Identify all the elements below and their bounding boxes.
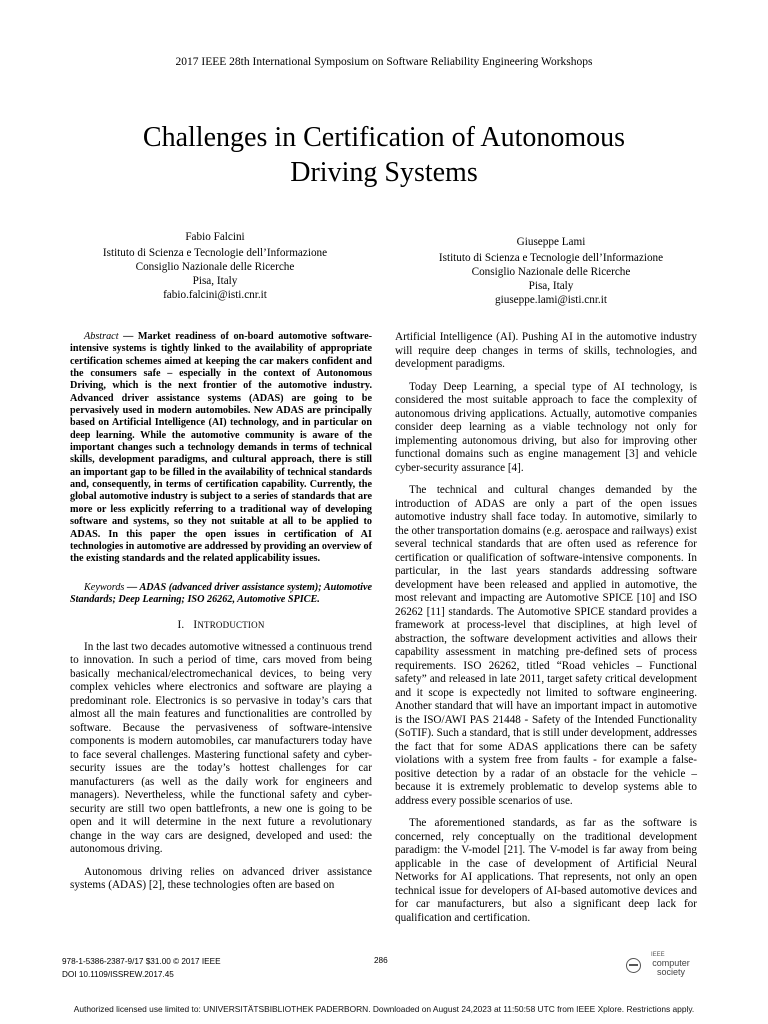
keywords-text: — ADAS (advanced driver assistance system); Automotive Standards; Deep Learning; ISO 26262, Automotive SPICE. [70, 581, 372, 605]
author-affiliation: Istituto di Scienza e Tecnologie dell’Informazione [438, 252, 664, 264]
title-line-1: Challenges in Certification of Autonomous [142, 122, 626, 153]
title-line-2: Driving Systems [290, 157, 478, 188]
author-affiliation: Istituto di Scienza e Tecnologie dell’Informazione [102, 247, 328, 259]
logo-line-1: computer [652, 958, 690, 968]
keywords [70, 582, 372, 607]
body-paragraph: The aforementioned standards, as far as the software is concerned, rely conceptually on the traditional development paradigm: the V-model [21]. The V-model is far away from being applicable in the case of development of Artificial Neural Networks for AI applications. That represents, not only an open technical issue for developers of AI-based automotive devices and for car manufacturers, but also a significant deep lack for qualification and certification. [395, 817, 697, 924]
body-paragraph: In the last two decades automotive witnessed a continuous trend to innovation. In such a period of time, cars moved from being basically mechanical/electromechanical devices, to being very complex vehicles where electronics and software are playing a predominant role. Electronics is so pervasive in today’s cars that almost all the main features and functionalities are controlled by software. Because the pervasiveness of software-intensive components is modern automobiles, car manufacturers today have to face several challenges. Mastering functional safety and cyber-security issues are the today’s hottest challenges for car manufacturers (as well as the daily work for engineers and managers). Nevertheless, while the functional safety and cyber-security are still two open battlefronts, a new one is going to be open and it will determine in the next future a revolutionary change in the way cars are designed, developed and used: the autonomous driving. [70, 640, 372, 856]
author-email[interactable]: giuseppe.lami@isti.cnr.it [495, 294, 607, 306]
conference-header: 2017 IEEE 28th International Symposium on Software Reliability Engineering Workshops [175, 56, 593, 68]
body-paragraph: The technical and cultural changes demanded by the introduction of ADAS are only a part of the open issues automotive industry shall face today. In automotive, similarly to the other transportation domains (e.g. aerospace and railways) exist several technical standards that are often used as reference for certification or qualification of software-intensive components. In particular, in the last years standards addressing software development have been released and applied in automotive, the most relevant and impacting are Automotive SPICE [10] and ISO 26262 [11] standards. The Automotive SPICE standard provides a framework at process-level that disciplines, at high level of abstraction, the software development activities and allows their capability assessment in matching pre-defined sets of process requirements. ISO 26262, titled “Road vehicles – Functional safety” and released in late 2011, target safety critical development and it scope is expectedly not limited to software engineering. Another standard that will have an important impact in automotive is the ISO/AWI PAS 21448 - Safety of the Intended Functionality (SoTIF). Such a standard, that is still under development, addresses the fact that for some ADAS applications there can be safety violations with a system free from faults - for example a false-positive detection by a radar of an obstacle for the vehicle – because it is extremely problematic to develop systems able to address every possible scenarios of use. [395, 484, 698, 807]
author-block-2 [388, 235, 714, 307]
page-number: 286 [374, 956, 388, 965]
logo-line-2: society [656, 967, 685, 977]
body-paragraph: Autonomous driving relies on advanced driver assistance systems (ADAS) [2], these technologies often are based on [70, 865, 372, 892]
license-notice: Authorized licensed use limited to: UNIVERSITÄTSBIBLIOTHEK PADERBORN. Downloaded on August 24,2023 at 11:50:58 UTC from IEEE Xplore. Restrictions apply. [73, 1004, 695, 1014]
body-paragraph: Artificial Intelligence (AI). Pushing AI in the automotive industry will require deep changes in terms of skills, technologies, and development paradigms. [395, 331, 697, 370]
author-location: Pisa, Italy [528, 280, 574, 292]
computer-society-logo [626, 952, 706, 978]
abstract-label: Abstract [84, 331, 119, 342]
author-block-1 [56, 230, 374, 302]
footer-doi[interactable]: DOI 10.1109/ISSREW.2017.45 [62, 969, 174, 979]
footer-publication-info [62, 956, 221, 981]
right-column [395, 331, 697, 934]
author-affiliation: Consiglio Nazionale delle Ricerche [471, 266, 631, 278]
abstract-text: — Market readiness of on-board automotive software-intensive systems is tightly linked to the availability of appropriate certification schemes aimed at keeping the car makers confident and the consumers safe – especially in the context of Autonomous Driving, which is the next frontier of the automotive industry. Advanced driver assistance systems (ADAS) are going to be pervasively used in modern automobiles. New ADAS are principally based on Artificial Intelligence (AI) technology, and in particular on deep learning. While the automotive community is aware of the important changes such a technology demands in terms of technical skills, development paradigms, and cultural approach, there is still an important gap to be filled in the availability of technical standards and, consequently, in terms of certification capability. Currently, the global automotive industry is subject to a series of standards that are more or less explicitly referring to a traditional way of developing software and systems, so they not suitable at all to be applied to ADAS. In this paper the open issues in certification of AI technologies in automotive are addressed by providing an overview of the existing standards and the related applicability issues. [70, 331, 372, 565]
author-affiliation: Consiglio Nazionale delle Ricerche [135, 261, 295, 273]
logo-ieee-text: IEEE [651, 952, 665, 958]
section-heading-introduction [70, 619, 372, 633]
body-paragraph: Today Deep Learning, a special type of AI technology, is considered the most suitable approach to face the complexity of autonomous driving applications. Actually, automotive companies consider deep learning as a viable technology not only for implementing autonomous driving, but also for improving other functional domains such as engine management [3] and vehicle cyber-security assurance [4]. [395, 380, 697, 474]
author-location: Pisa, Italy [192, 275, 238, 287]
section-title-rest: NTRODUCTION [197, 620, 265, 631]
abstract [70, 331, 372, 566]
keywords-label: Keywords [84, 581, 125, 593]
author-name: Giuseppe Lami [516, 236, 586, 248]
author-email[interactable]: fabio.falcini@isti.cnr.it [163, 289, 267, 301]
left-column [70, 331, 372, 902]
section-title-initial: I [193, 619, 198, 632]
globe-icon [626, 958, 641, 973]
logo-text [644, 959, 698, 977]
author-name: Fabio Falcini [185, 231, 245, 243]
paper-title [0, 120, 768, 190]
footer-isbn: 978-1-5386-2387-9/17 $31.00 © 2017 IEEE [62, 957, 221, 966]
section-number: I. [177, 619, 185, 632]
